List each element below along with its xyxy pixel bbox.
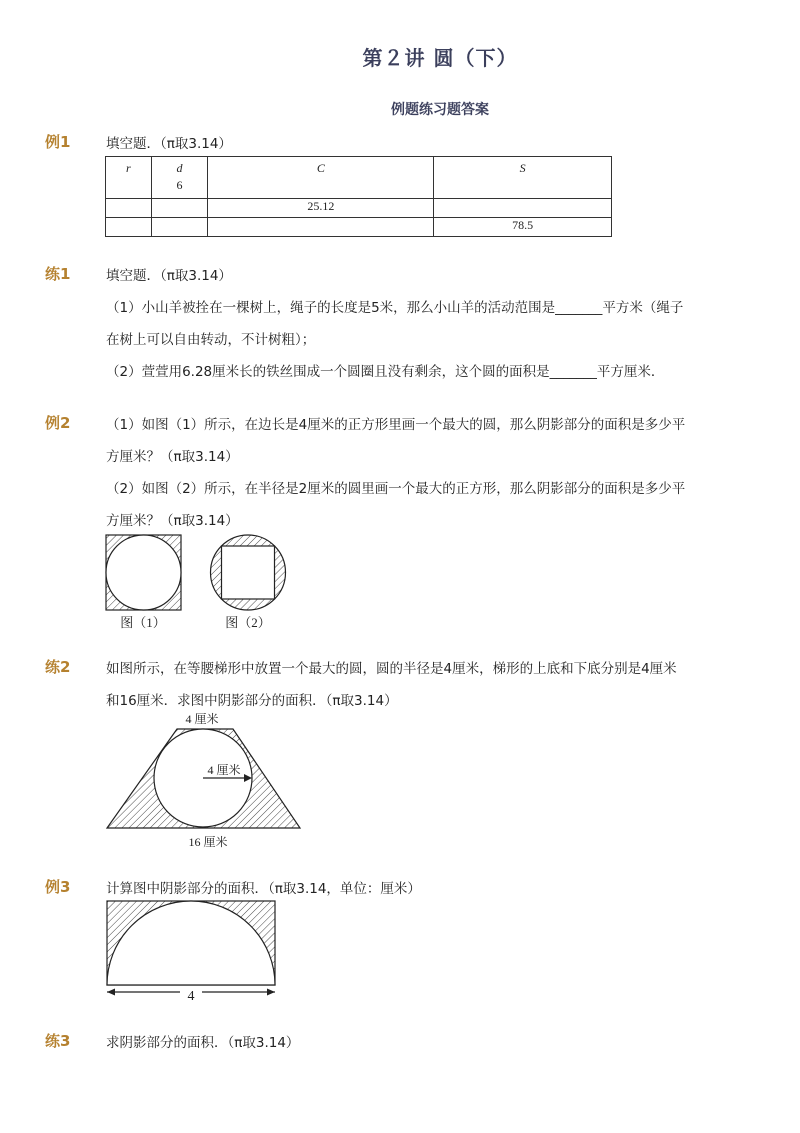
example-2-q2-line2: 方厘米？（π取3.14） [106, 513, 239, 529]
example-2-q2-line1: （2）如图（2）所示，在半径是2厘米的圆里画一个最大的正方形，那么阴影部分的面积是多少平 [106, 481, 686, 497]
example-2-q1-line2: 方厘米？（π取3.14） [106, 449, 239, 465]
dimension-label: 4 [187, 989, 195, 1004]
table-cell [106, 218, 152, 237]
practice-1-q1-line2: 在树上可以自由转动，不计树粗）； [106, 332, 316, 348]
table-cell [434, 199, 612, 218]
example-3-prompt: 计算图中阴影部分的面积．（π取3.14，单位：厘米） [106, 881, 421, 897]
table-cell: 78.5 [434, 218, 612, 237]
trapezoid-top-label: 4 厘米 [185, 712, 219, 726]
table-row [106, 199, 612, 218]
table-header-cell: r [106, 157, 152, 199]
table-cell [208, 218, 434, 237]
figure-2-circle-square [211, 535, 286, 610]
figure-2-caption: 图（2） [225, 615, 271, 630]
practice-2-trapezoid-figure [100, 708, 310, 853]
example-1-table [105, 156, 612, 237]
example-3-semicircle-figure [100, 895, 285, 1010]
table-row [106, 218, 612, 237]
page-title: 第２讲 圆（下） [362, 46, 518, 70]
example-1-prompt: 填空题．（π取3.14） [106, 136, 232, 152]
example-3-tag: 例3 [45, 878, 71, 896]
dimension-arrow-right-icon [267, 989, 275, 996]
table-cell [106, 199, 152, 218]
table-header-cell: C [208, 157, 434, 199]
practice-2-line1: 如图所示，在等腰梯形中放置一个最大的圆，圆的半径是4厘米，梯形的上底和下底分别是4厘米 [106, 661, 677, 677]
table-header-cell: d 6 [151, 157, 208, 199]
example-2-tag: 例2 [45, 414, 71, 432]
practice-1-q1-line1: （1）小山羊被拴在一棵树上，绳子的长度是5米，那么小山羊的活动范围是_______平方米（绳子 [106, 300, 684, 316]
figure-1-caption: 图（1） [120, 615, 166, 630]
table-cell: 25.12 [208, 199, 434, 218]
table-header-row [106, 157, 612, 199]
example-2-figures [100, 530, 300, 640]
practice-3-prompt: 求阴影部分的面积．（π取3.14） [106, 1035, 300, 1051]
practice-2-line2: 和16厘米．求图中阴影部分的面积．（π取3.14） [106, 693, 398, 709]
table-header-cell: S [434, 157, 612, 199]
table-cell [151, 199, 208, 218]
example-2-q1-line1: （1）如图（1）所示，在边长是4厘米的正方形里画一个最大的圆，那么阴影部分的面积是多少平 [106, 417, 686, 433]
radius-label: 4 厘米 [207, 763, 241, 777]
practice-1-tag: 练1 [45, 265, 71, 283]
trapezoid-bottom-label: 16 厘米 [188, 835, 228, 849]
example-1-tag: 例1 [45, 133, 71, 151]
table-cell [151, 218, 208, 237]
practice-3-tag: 练3 [45, 1032, 71, 1050]
practice-1-prompt: 填空题．（π取3.14） [106, 268, 232, 284]
figure-1-square-circle [106, 535, 181, 610]
practice-1-q2: （2）萱萱用6.28厘米长的铁丝围成一个圆圈且没有剩余，这个圆的面积是_______平方厘米． [106, 364, 665, 380]
page-subtitle: 例题练习题答案 [391, 102, 489, 118]
practice-2-tag: 练2 [45, 658, 71, 676]
dimension-arrow-left-icon [107, 989, 115, 996]
